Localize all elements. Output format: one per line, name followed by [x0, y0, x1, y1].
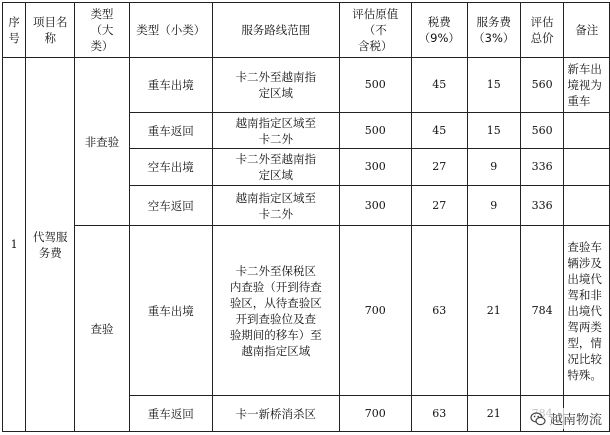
header-category-big: 类型 （大 类）	[75, 3, 129, 58]
table-row	[3, 226, 610, 396]
watermark	[528, 408, 604, 429]
header-note: 备注	[564, 3, 610, 58]
header-row	[3, 3, 610, 58]
tax-cell: 27	[411, 186, 467, 226]
category-small-cell: 空车出境	[129, 149, 212, 186]
category-small-cell: 重车返回	[129, 396, 212, 432]
original-value-cell: 300	[339, 149, 411, 186]
header-project: 项目名 称	[26, 3, 75, 58]
note-cell: 查验车 辆涉及 出境代 驾和非 出境代 驾两类 型，情 况比较 特殊。	[564, 226, 610, 396]
header-total: 评估 总价	[520, 3, 564, 58]
route-cell: 卡二外至越南指 定区域	[213, 149, 340, 186]
original-value-cell: 700	[339, 226, 411, 396]
header-route: 服务路线范围	[213, 3, 340, 58]
tax-cell: 45	[411, 58, 467, 113]
route-cell: 卡一新桥消杀区	[213, 396, 340, 432]
tax-cell: 27	[411, 149, 467, 186]
category-small-cell: 重车返回	[129, 113, 212, 149]
tax-cell: 63	[411, 396, 467, 432]
original-value-cell: 500	[339, 113, 411, 149]
original-value-cell: 700	[339, 396, 411, 432]
header-service-fee: 服务费 （3%）	[467, 3, 520, 58]
total-cell: 784	[520, 226, 564, 396]
category-non-inspection: 非查验	[75, 58, 129, 226]
service-fee-cell: 15	[467, 58, 520, 113]
route-cell: 越南指定区域至 卡二外	[213, 186, 340, 226]
route-cell: 卡二外至保税区 内查验（开到待查 验区，从待查验区 开到查验位及查 验期间的移车）至 越南指定区域	[213, 226, 340, 396]
category-small-cell: 重车出境	[129, 58, 212, 113]
route-cell: 卡二外至越南指 定区域	[213, 58, 340, 113]
total-cell: 336	[520, 149, 564, 186]
original-value-cell: 500	[339, 58, 411, 113]
total-cell: 560	[520, 113, 564, 149]
service-fee-cell: 9	[467, 149, 520, 186]
fee-table	[2, 2, 610, 432]
note-cell-empty	[564, 186, 610, 226]
route-cell: 越南指定区域至 卡二外	[213, 113, 340, 149]
project-cell: 代驾服 务费	[26, 58, 75, 432]
category-inspection: 查验	[75, 226, 129, 432]
header-seq: 序 号	[3, 3, 26, 58]
category-small-cell: 重车出境	[129, 226, 212, 396]
note-cell-empty	[564, 149, 610, 186]
watermark-text: 越南物流	[549, 413, 602, 428]
seq-cell: 1	[3, 58, 26, 432]
header-tax: 税费 （9%）	[411, 3, 467, 58]
total-cell: 336	[520, 186, 564, 226]
original-value-cell: 300	[339, 186, 411, 226]
total-cell: 560	[520, 58, 564, 113]
service-fee-cell: 21	[467, 396, 520, 432]
wechat-icon	[530, 411, 546, 427]
note-cell-empty	[564, 113, 610, 149]
tax-cell: 63	[411, 226, 467, 396]
tax-cell: 45	[411, 113, 467, 149]
service-fee-cell: 15	[467, 113, 520, 149]
category-small-cell: 空车返回	[129, 186, 212, 226]
table-row	[3, 58, 610, 113]
service-fee-cell: 9	[467, 186, 520, 226]
note-cell: 新车出 境视为 重车	[564, 58, 610, 113]
header-category-small: 类型（小类）	[129, 3, 212, 58]
service-fee-cell: 21	[467, 226, 520, 396]
header-original-value: 评估原值（不 含税）	[339, 3, 411, 58]
